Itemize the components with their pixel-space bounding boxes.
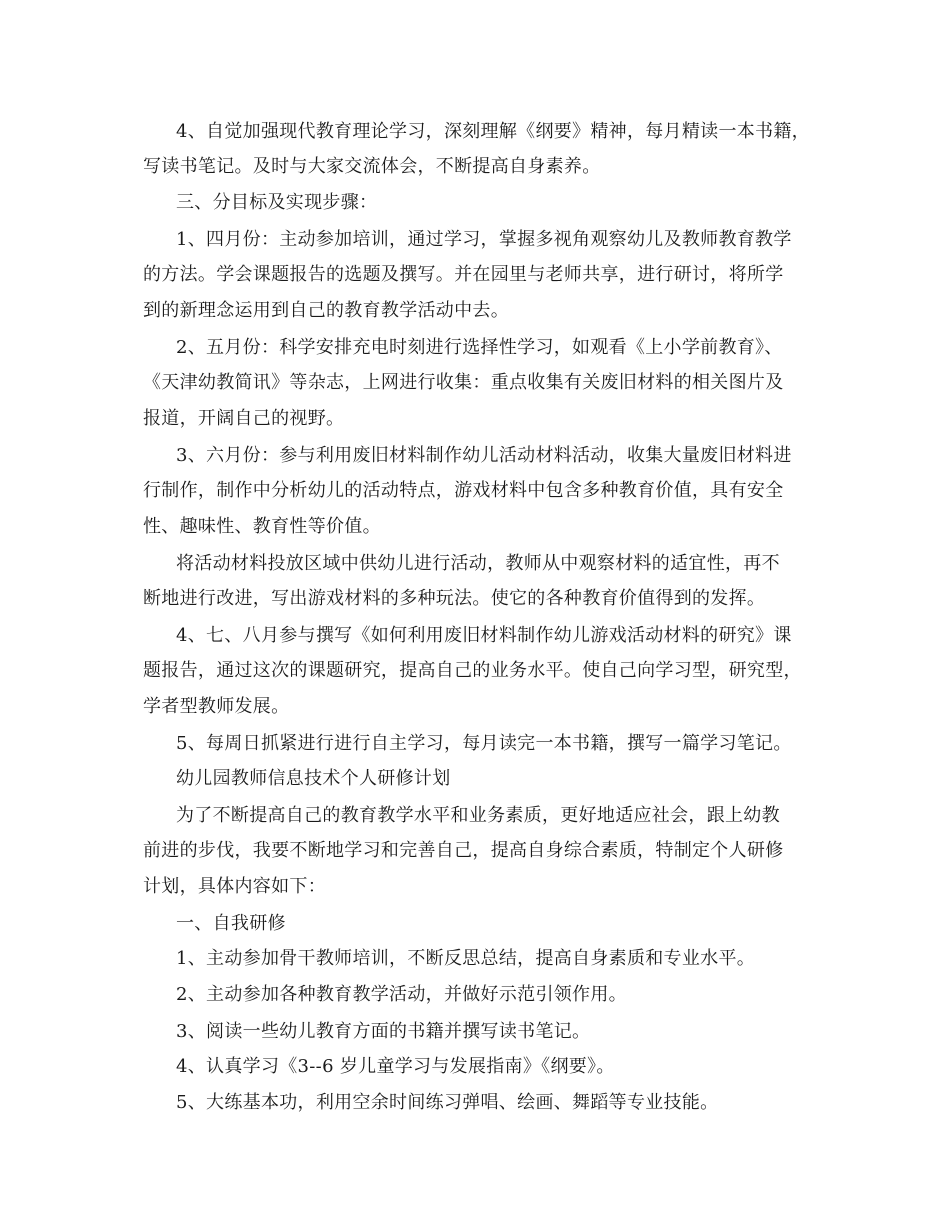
text-line: 5、每周日抓紧进行进行自主学习，每月读完一本书籍，撰写一篇学习笔记。 — [176, 733, 792, 754]
text-line: 2、主动参加各种教育教学活动，并做好示范引领作用。 — [176, 984, 627, 1005]
text-line: 断地进行改进，写出游戏材料的多种玩法。使它的各种教育价值得到的发挥。 — [143, 588, 766, 609]
text-line: 学者型教师发展。 — [143, 696, 290, 717]
text-line: 4、七、八月参与撰写《如何利用废旧材料制作幼儿游戏活动材料的研究》课 — [176, 625, 792, 646]
text-line: 计划，具体内容如下： — [143, 876, 326, 897]
text-line: 1、四月份：主动参加培训，通过学习，掌握多视角观察幼儿及教师教育教学 — [176, 229, 792, 250]
text-line: 的方法。学会课题报告的选题及撰写。并在园里与老师共享，进行研讨，将所学 — [143, 264, 784, 285]
text-line: 将活动材料投放区域中供幼儿进行活动，教师从中观察材料的适宜性，再不 — [176, 553, 780, 574]
text-line: 写读书笔记。及时与大家交流体会，不断提高自身素养。 — [143, 156, 601, 177]
text-line: 4、认真学习《3--6 岁儿童学习与发展指南》《纲要》。 — [176, 1056, 615, 1077]
text-line: 3、六月份：参与利用废旧材料制作幼儿活动材料活动，收集大量废旧材料进 — [176, 445, 792, 466]
document-title: 幼儿园教师信息技术个人研修计划 — [176, 768, 451, 789]
text-line: 题报告，通过这次的课题研究，提高自己的业务水平。使自己向学习型，研究型， — [143, 660, 802, 681]
text-line: 为了不断提高自己的教育教学水平和业务素质，更好地适应社会，跟上幼教 — [176, 805, 780, 826]
text-line: 3、阅读一些幼儿教育方面的书籍并撰写读书笔记。 — [176, 1021, 591, 1042]
section-heading: 一、自我研修 — [176, 913, 286, 934]
text-line: 到的新理念运用到自己的教育教学活动中去。 — [143, 300, 509, 321]
text-line: 4、自觉加强现代教育理论学习，深刻理解《纲要》精神，每月精读一本书籍， — [176, 121, 810, 142]
text-line: 报道，开阔自己的视野。 — [143, 408, 345, 429]
section-heading: 三、分目标及实现步骤： — [176, 192, 378, 213]
text-line: 前进的步伐，我要不断地学习和完善自己，提高自身综合素质，特制定个人研修 — [143, 840, 784, 861]
text-line: 《天津幼教简讯》等杂志，上网进行收集：重点收集有关废旧材料的相关图片及 — [143, 372, 784, 393]
text-line: 5、大练基本功，利用空余时间练习弹唱、绘画、舞蹈等专业技能。 — [176, 1092, 719, 1113]
text-line: 1、主动参加骨干教师培训，不断反思总结，提高自身素质和专业水平。 — [176, 948, 756, 969]
text-line: 2、五月份：科学安排充电时刻进行选择性学习，如观看《上小学前教育》、 — [176, 337, 783, 358]
text-line: 行制作，制作中分析幼儿的活动特点，游戏材料中包含多种教育价值，具有安全 — [143, 480, 784, 501]
text-line: 性、趣味性、教育性等价值。 — [143, 516, 381, 537]
